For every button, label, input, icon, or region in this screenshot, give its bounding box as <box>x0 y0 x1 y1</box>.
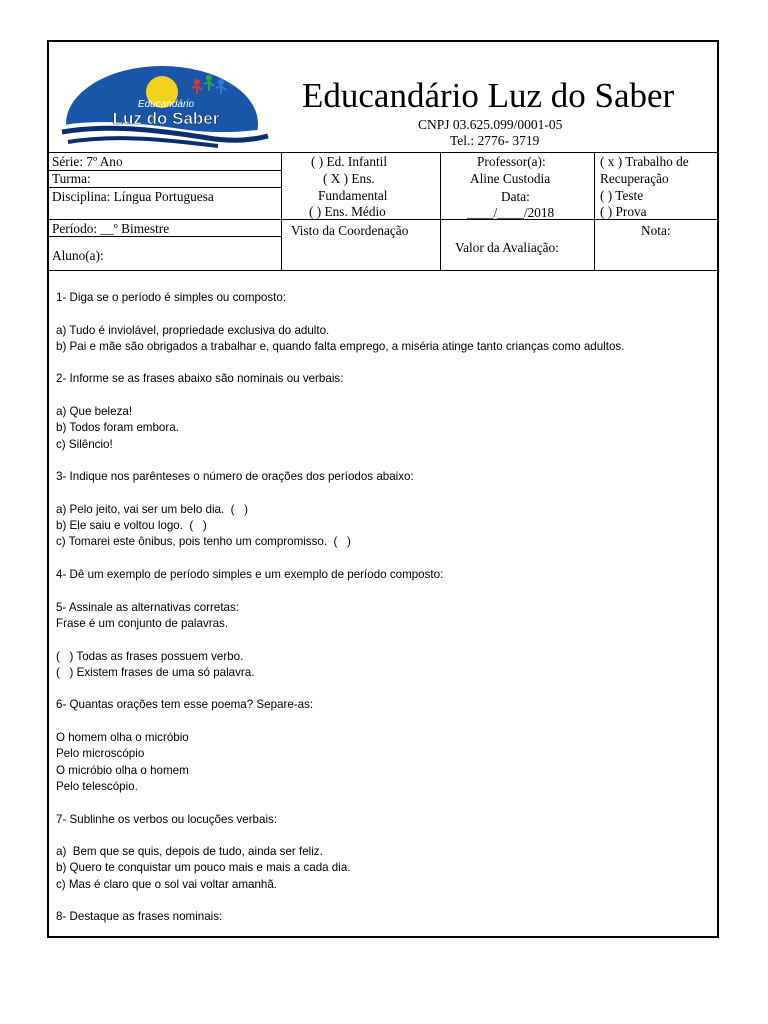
question-line: O homem olha o micróbio <box>56 731 189 745</box>
blank-line <box>56 486 706 502</box>
questions-section <box>56 290 706 926</box>
question-line: 7- Sublinhe os verbos ou locuções verbais: <box>56 812 278 826</box>
blank-line <box>56 714 706 730</box>
blank-line <box>56 551 706 567</box>
school-logo <box>58 66 270 150</box>
question-line: b) Ele saiu e voltou logo. ( ) <box>56 519 207 533</box>
blank-line <box>56 388 706 404</box>
logo-kid-blue <box>218 79 224 85</box>
ed-infantil-option: ( ) Ed. Infantil <box>311 154 388 169</box>
logo-kid-red <box>194 79 200 85</box>
blank-line <box>56 583 706 599</box>
question-line: Frase é um conjunto de palavras. <box>56 616 229 630</box>
question-line: Pelo telescópio. <box>56 779 138 793</box>
blank-line <box>56 632 706 648</box>
telephone: Tel.: 2776- 3719 <box>450 133 540 148</box>
blank-line <box>56 795 706 811</box>
ens-medio-option: ( ) Ens. Médio <box>309 204 386 219</box>
logo-top-text: Educandário <box>137 99 195 110</box>
question-line: 5- Assinale as alternativas corretas: <box>56 600 240 614</box>
blank-line <box>56 453 706 469</box>
blank-line <box>56 893 706 909</box>
logo-main-text: Luz do Saber <box>112 109 220 128</box>
question-line: Pelo microscópio <box>56 747 145 761</box>
question-line: 6- Quantas orações tem esse poema? Separe-as: <box>56 698 314 712</box>
serie: Série: 7º Ano <box>52 154 123 169</box>
question-line: b) Todos foram embora. <box>56 421 179 435</box>
question-line: c) Tomarei este ônibus, pois tenho um compromisso. ( ) <box>56 535 351 549</box>
blank-line <box>56 306 706 322</box>
visto-coordenacao: Visto da Coordenação <box>291 223 409 238</box>
school-name: Educandário Luz do Saber <box>302 76 675 115</box>
tipo-recuperacao: Recuperação <box>600 171 669 186</box>
question-line: 8- Destaque as frases nominais: <box>56 910 223 924</box>
question-line: b) Quero te conquistar um pouco mais e mais a cada dia. <box>56 861 351 875</box>
tipo-prova: ( ) Prova <box>600 204 647 219</box>
ens-fundamental-label: Fundamental <box>318 188 388 203</box>
tipo-trabalho: ( x ) Trabalho de <box>600 154 689 169</box>
professor-label: Professor(a): <box>477 154 546 169</box>
logo-kid-green <box>206 75 212 81</box>
tipo-teste: ( ) Teste <box>600 188 644 203</box>
ens-fundamental-option: ( X ) Ens. <box>323 171 375 186</box>
valor-avaliacao: Valor da Avaliação: <box>455 240 559 255</box>
question-line: b) Pai e mãe são obrigados a trabalhar e, quando falta emprego, a miséria atinge tanto crianças como adultos. <box>56 339 625 353</box>
aluno: Aluno(a): <box>52 248 104 263</box>
disciplina: Disciplina: Língua Portuguesa <box>52 189 214 204</box>
question-line: a) Que beleza! <box>56 405 133 419</box>
question-line: a) Pelo jeito, vai ser um belo dia. ( ) <box>56 502 249 516</box>
blank-line <box>56 681 706 697</box>
question-line: 1- Diga se o período é simples ou composto: <box>56 291 287 304</box>
question-line: 3- Indique nos parênteses o número de orações dos períodos abaixo: <box>56 470 414 484</box>
question-line: c) Silêncio! <box>56 437 113 451</box>
blank-line <box>56 355 706 371</box>
question-line: c) Mas é claro que o sol vai voltar amanhã. <box>56 877 278 891</box>
data-label: Data: <box>501 189 530 204</box>
periodo: Período: __º Bimestre <box>52 221 170 236</box>
question-line: 2- Informe se as frases abaixo são nominais ou verbais: <box>56 372 344 386</box>
blank-line <box>56 828 706 844</box>
nota-label: Nota: <box>641 223 671 238</box>
question-line: 4- Dê um exemplo de período simples e um exemplo de período composto: <box>56 568 444 582</box>
question-line: ( ) Existem frases de uma só palavra. <box>56 665 255 679</box>
question-line: ( ) Todas as frases possuem verbo. <box>56 649 244 663</box>
info-table <box>47 152 719 271</box>
question-line: O micróbio olha o homem <box>56 763 189 777</box>
question-line: a) Tudo é inviolável, propriedade exclusiva do adulto. <box>56 323 330 337</box>
question-line: a) Bem que se quis, depois de tudo, ainda ser feliz. <box>56 845 323 859</box>
turma: Turma: <box>52 171 91 186</box>
data-value: ____/____/2018 <box>467 205 555 220</box>
cnpj: CNPJ 03.625.099/0001-05 <box>418 117 563 132</box>
professor-name: Aline Custodia <box>470 171 551 186</box>
